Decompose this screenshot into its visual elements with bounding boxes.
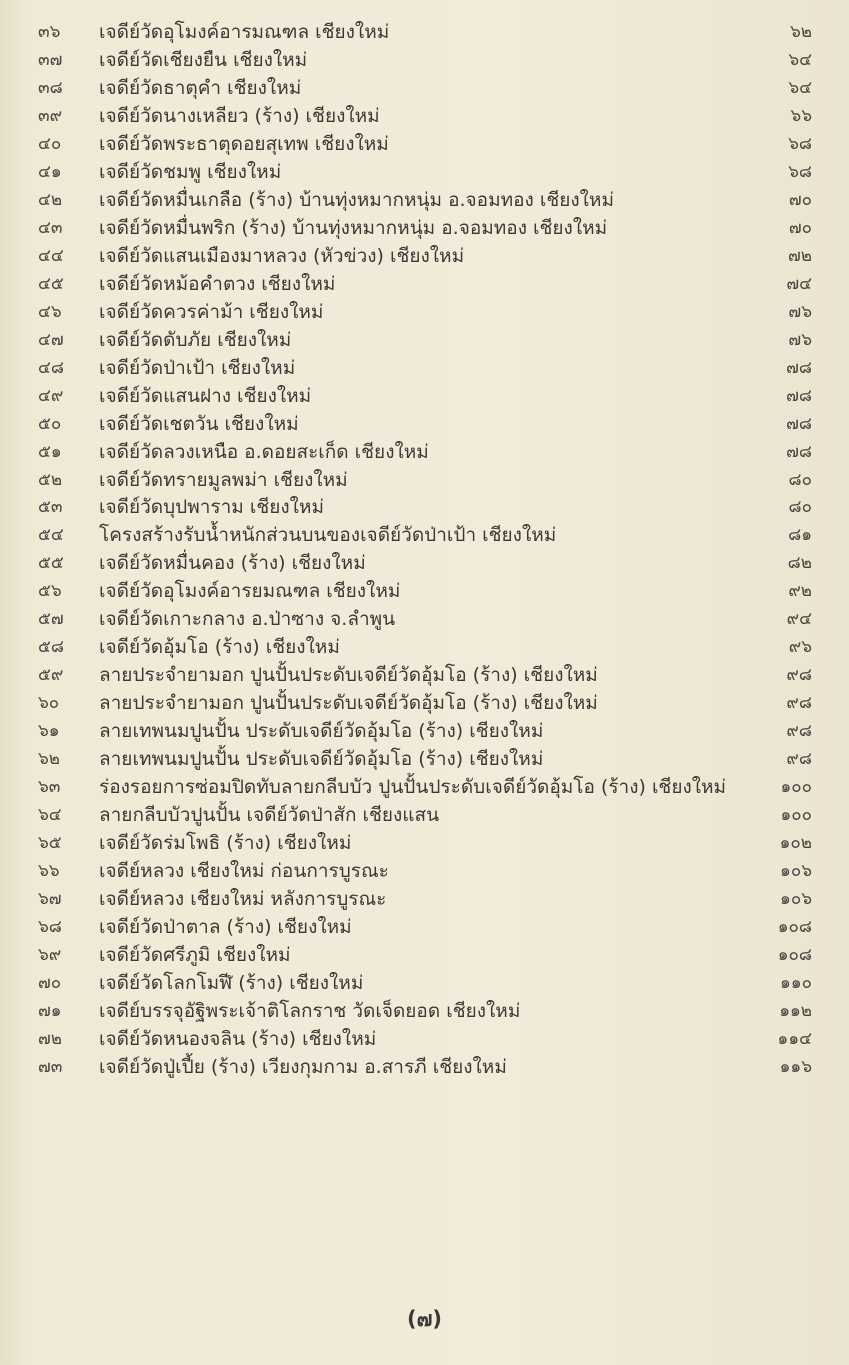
entry-number: ๖๖ [38,861,60,882]
entry-page: ๙๖ [788,637,812,658]
list-item [0,158,849,186]
entry-number: ๔๓ [38,217,63,238]
entry-page: ๗๐ [788,217,812,238]
entry-number: ๖๕ [38,833,62,854]
list-item [0,298,849,326]
entry-number: ๔๙ [38,385,64,406]
entry-title: เจดีย์วัดอุโมงค์อารมณฑล เชียงใหม่ [99,21,390,43]
list-item [0,1053,849,1081]
list-item [0,102,849,130]
entry-title: เจดีย์วัดทรายมูลพม่า เชียงใหม่ [99,468,348,491]
entry-number: ๕๗ [38,609,64,630]
list-item [0,633,849,661]
entry-number: ๔๕ [38,273,64,294]
entry-title: เจดีย์วัดนางเหลียว (ร้าง) เชียงใหม่ [99,104,380,127]
entry-number: ๖๓ [38,777,61,798]
entry-title: ลายกลีบบัวปูนปั้น เจดีย์วัดป่าสัก เชียงแสน [99,804,440,827]
list-item [0,577,849,605]
entry-number: ๖๐ [38,693,60,714]
entry-page: ๗๖ [788,301,812,322]
entry-number: ๗๓ [38,1056,63,1077]
list-item [0,74,849,102]
entry-number: ๕๔ [38,525,64,546]
entry-page: ๑๑๒ [779,1000,812,1021]
entry-page: ๖๒ [790,22,812,42]
entry-number: ๔๔ [38,245,64,266]
entry-title: เจดีย์วัดพระธาตุดอยสุเทพ เชียงใหม่ [99,132,389,155]
list-item [0,382,849,410]
list-item [0,186,849,214]
entry-page: ๖๔ [788,77,812,98]
entry-title: โครงสร้างรับน้ำหนักส่วนบนของเจดีย์วัดป่าเป้า เชียงใหม่ [99,524,557,547]
entry-title: ร่องรอยการซ่อมปิดทับลายกลีบบัว ปูนปั้นประดับเจดีย์วัดอุ้มโอ (ร้าง) เชียงใหม่ [99,776,727,799]
list-item [0,410,849,438]
entry-title: ลายเทพนมปูนปั้น ประดับเจดีย์วัดอุ้มโอ (ร้าง) เชียงใหม่ [99,748,544,771]
entry-number: ๔๖ [38,301,62,322]
entry-number: ๔๗ [38,329,64,350]
entry-title: เจดีย์วัดลวงเหนือ อ.ดอยสะเก็ด เชียงใหม่ [99,440,429,463]
entry-page: ๗๐ [788,189,812,210]
entry-title: เจดีย์บรรจุอัฐิพระเจ้าติโลกราช วัดเจ็ดยอด เชียงใหม่ [99,999,521,1022]
list-item [0,354,849,382]
entry-page: ๑๐๘ [777,945,812,965]
entry-number: ๕๒ [38,469,63,490]
entry-number: ๕๕ [38,553,64,574]
list-item [0,18,849,46]
entry-title: เจดีย์วัดหนองจลิน (ร้าง) เชียงใหม่ [99,1027,377,1050]
list-item [0,549,849,577]
entry-page: ๙๘ [786,721,812,742]
entry-number: ๓๙ [38,105,63,126]
entry-title: เจดีย์วัดควรค่าม้า เชียงใหม่ [99,300,324,323]
entry-page: ๗๘ [786,441,812,462]
entry-title: ลายประจำยามอก ปูนปั้นประดับเจดีย์วัดอุ้มโอ (ร้าง) เชียงใหม่ [99,664,598,687]
list-item [0,745,849,773]
entry-number: ๕๘ [38,637,64,658]
list-item [0,773,849,801]
entry-title: เจดีย์วัดป่าเป้า เชียงใหม่ [99,356,296,379]
entry-page: ๘๒ [787,553,812,574]
entry-title: เจดีย์วัดโลกโมฬี (ร้าง) เชียงใหม่ [99,971,364,994]
entry-title: เจดีย์วัดเชตวัน เชียงใหม่ [99,412,299,435]
entry-title: เจดีย์หลวง เชียงใหม่ หลังการบูรณะ [99,888,387,911]
entry-number: ๖๔ [38,805,62,826]
entry-page: ๗๒ [788,245,812,266]
entry-page: ๘๑ [788,525,812,546]
entry-title: เจดีย์วัดร่มโพธิ (ร้าง) เชียงใหม่ [99,832,352,855]
entry-title: ลายประจำยามอก ปูนปั้นประดับเจดีย์วัดอุ้มโอ (ร้าง) เชียงใหม่ [99,692,598,715]
entry-page: ๙๘ [786,693,812,714]
entry-number: ๔๐ [38,133,62,154]
entry-number: ๖๗ [38,889,62,910]
list-item [0,661,849,689]
list-item [0,242,849,270]
list-item [0,997,849,1025]
entry-title: เจดีย์วัดหม้อคำตวง เชียงใหม่ [99,272,336,295]
entry-page: ๖๘ [788,161,812,182]
entry-page: ๘๐ [788,497,812,518]
list-item [0,717,849,745]
entry-title: เจดีย์วัดอุ้มโอ (ร้าง) เชียงใหม่ [99,636,340,659]
entry-title: เจดีย์วัดดับภัย เชียงใหม่ [99,328,292,351]
entry-number: ๖๘ [38,917,62,938]
list-item [0,913,849,941]
entry-page: ๑๑๖ [779,1056,812,1077]
list-item [0,521,849,549]
list-item [0,605,849,633]
entry-page: ๖๘ [788,133,812,154]
entry-number: ๕๐ [38,413,62,434]
entry-number: ๖๒ [38,749,60,770]
entry-title: เจดีย์วัดศรีภูมิ เชียงใหม่ [99,944,291,966]
entry-title: เจดีย์วัดหมื่นเกลือ (ร้าง) บ้านทุ่งหมากหนุ่ม อ.จอมทอง เชียงใหม่ [99,188,614,211]
entry-page: ๗๘ [786,413,812,434]
entry-number: ๕๙ [38,665,64,686]
entry-title: เจดีย์วัดแสนฝาง เชียงใหม่ [99,384,312,407]
entry-page: ๗๖ [788,329,812,350]
entry-title: ลายเทพนมปูนปั้น ประดับเจดีย์วัดอุ้มโอ (ร้าง) เชียงใหม่ [99,720,544,743]
entry-page: ๙๒ [788,581,812,602]
list-item [0,493,849,521]
entry-number: ๗๒ [38,1028,62,1049]
list-item [0,326,849,354]
entry-page: ๗๘ [786,385,812,406]
entry-number: ๗๐ [38,972,62,993]
entry-number: ๓๗ [38,49,63,70]
entry-title: เจดีย์หลวง เชียงใหม่ ก่อนการบูรณะ [99,860,389,883]
list-item [0,689,849,717]
list-item [0,941,849,969]
list-item [0,130,849,158]
entry-title: เจดีย์วัดแสนเมืองมาหลวง (หัวข่วง) เชียงใหม่ [99,244,465,267]
entry-number: ๕๑ [38,441,62,462]
entry-number: ๔๘ [38,357,64,378]
entry-number: ๓๘ [38,77,63,98]
entry-title: เจดีย์วัดเกาะกลาง อ.ป่าซาง จ.ลำพูน [99,608,396,631]
list-item [0,969,849,997]
entry-page: ๑๐๖ [780,861,812,882]
list-item [0,438,849,466]
entry-page: ๑๐๖ [780,889,812,910]
entry-page: ๑๑๐ [780,972,812,993]
entry-number: ๖๑ [38,721,60,742]
entry-page: ๘๐ [788,469,812,490]
entry-title: เจดีย์วัดปู่เปี้ย (ร้าง) เวียงกุมกาม อ.สารภี เชียงใหม่ [99,1055,507,1078]
entry-number: ๔๒ [38,189,63,210]
entry-page: ๙๘ [786,749,812,770]
entry-number: ๖๙ [38,945,62,965]
entry-number: ๕๓ [38,497,63,518]
entry-title: เจดีย์วัดป่าตาล (ร้าง) เชียงใหม่ [99,916,352,939]
list-item [0,466,849,494]
list-item [0,857,849,885]
entry-number: ๓๖ [38,22,61,42]
entry-page: ๑๐๐ [780,805,812,826]
list-item [0,885,849,913]
entry-page: ๙๘ [786,665,812,686]
list-item [0,829,849,857]
entry-title: เจดีย์วัดเชียงยืน เชียงใหม่ [99,48,308,71]
list-item [0,46,849,74]
entry-page: ๑๐๐ [780,777,812,798]
entry-title: เจดีย์วัดธาตุคำ เชียงใหม่ [99,76,302,99]
entry-title: เจดีย์วัดหมื่นพริก (ร้าง) บ้านทุ่งหมากหนุ่ม อ.จอมทอง เชียงใหม่ [99,216,608,239]
entry-page: ๑๑๔ [777,1028,812,1049]
entry-title: เจดีย์วัดบุปพาราม เชียงใหม่ [99,496,324,519]
list-item [0,214,849,242]
entry-page: ๑๐๘ [777,917,812,938]
entry-page: ๖๖ [790,105,812,126]
list-item [0,801,849,829]
page-number: (๗) [407,1307,442,1331]
entry-page: ๑๐๒ [779,833,812,854]
list-item [0,1025,849,1053]
entry-page: ๙๔ [786,609,812,630]
entry-title: เจดีย์วัดหมื่นคอง (ร้าง) เชียงใหม่ [99,552,366,575]
entry-page: ๖๔ [788,49,812,70]
entry-title: เจดีย์วัดอุโมงค์อารยมณฑล เชียงใหม่ [99,580,401,603]
entry-number: ๕๖ [38,581,62,602]
entry-page: ๗๘ [786,357,812,378]
list-item [0,270,849,298]
entry-number: ๔๑ [38,161,62,182]
entry-number: ๗๑ [38,1000,62,1021]
entry-page: ๗๔ [786,273,812,294]
entry-title: เจดีย์วัดชมพู เชียงใหม่ [99,160,282,183]
